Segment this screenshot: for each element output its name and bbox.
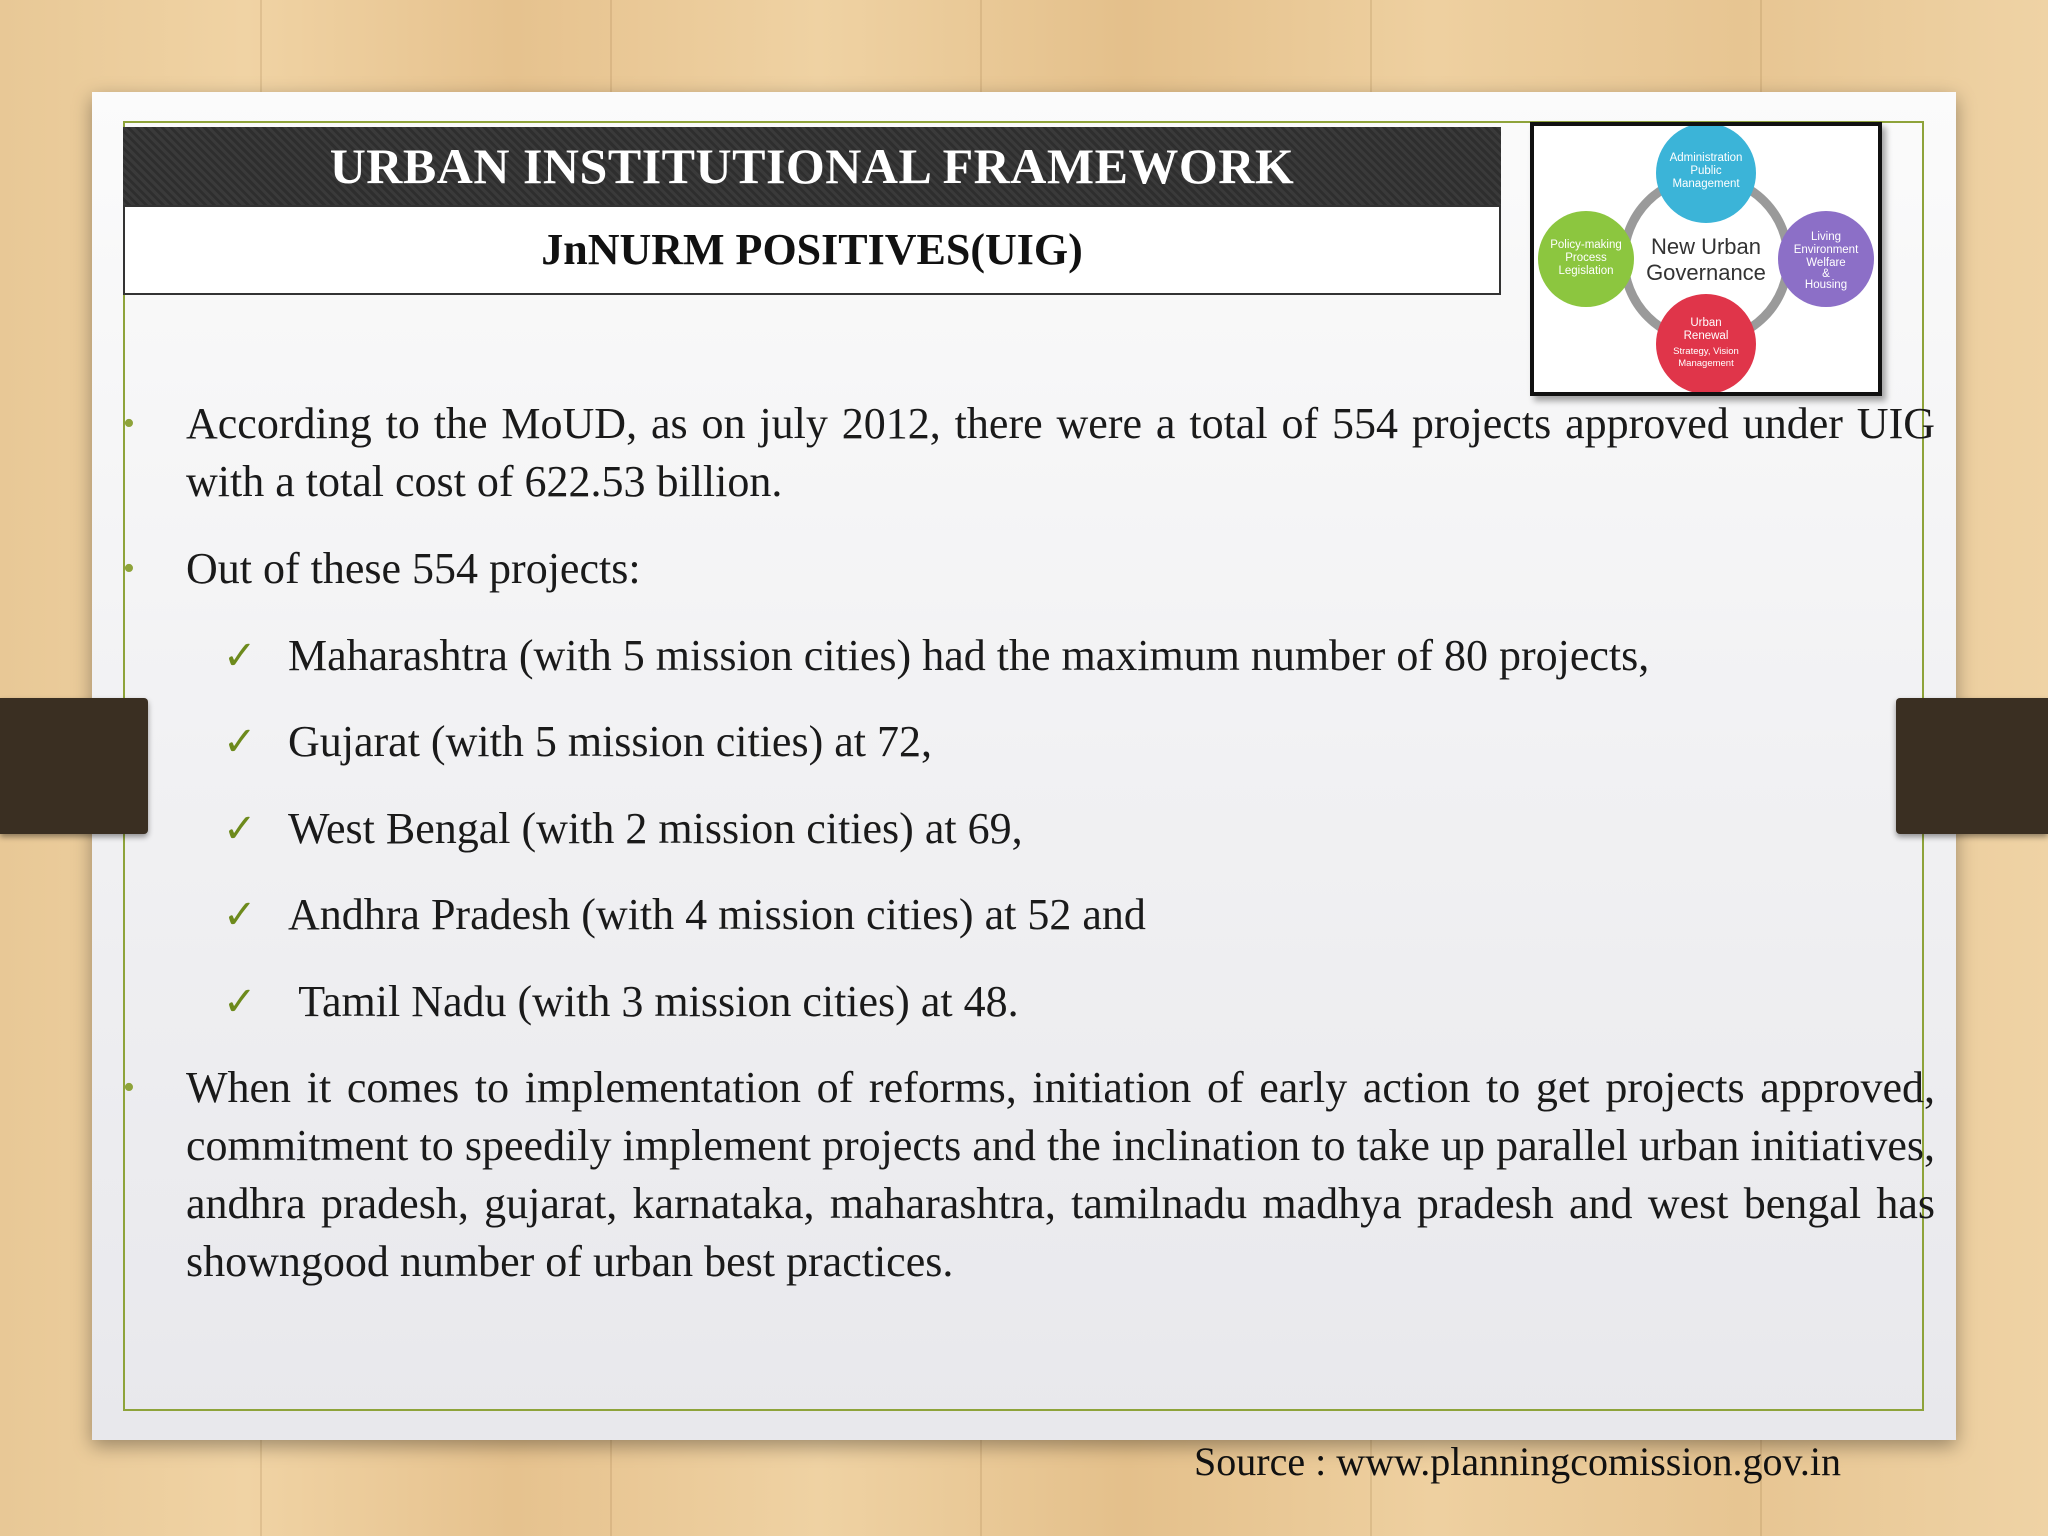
diagram-center-text: New Urban [1650, 234, 1762, 259]
bullet-text: When it comes to implementation of reforms, initiation of early action to get projects approved, commitment to speedily implement projects and the inclination to take up parallel urban initiatives, andhra pradesh, gujarat, karnataka, maharashtra, tamilnadu madhya pradesh and west bengal has showngood number of urban best practices. [186, 1063, 1935, 1286]
diagram-node-text: Renewal [1683, 330, 1729, 342]
diagram-node-text: Living [1810, 231, 1842, 243]
diagram-node-text: Environment [1793, 244, 1859, 256]
diagram-node-text: Strategy, Vision [1673, 346, 1739, 357]
source-citation: Source : www.planningcomission.gov.in [1194, 1439, 1841, 1484]
diagram-node-text: Public [1690, 165, 1722, 177]
slide-title: URBAN INSTITUTIONAL FRAMEWORK [123, 127, 1501, 205]
slide-subtitle: JnNURM POSITIVES(UIG) [123, 205, 1501, 295]
diagram-node-text: & [1822, 268, 1830, 280]
checkmark-icon: ✓ [223, 633, 257, 678]
bullet-dot-icon: • [123, 550, 135, 587]
checkmark-icon: ✓ [223, 806, 257, 851]
check-text: Tamil Nadu (with 3 mission cities) at 48. [288, 977, 1019, 1026]
checkmark-icon: ✓ [223, 979, 257, 1024]
diagram-node-living-environment [1778, 211, 1874, 307]
check-text: Andhra Pradesh (with 4 mission cities) at 52 and [288, 890, 1146, 939]
bullet-dot-icon: • [123, 1069, 135, 1106]
diagram-node-text: Management [1678, 358, 1734, 369]
check-text: Gujarat (with 5 mission cities) at 72, [288, 717, 932, 766]
checkmark-icon: ✓ [223, 719, 257, 764]
check-text: West Bengal (with 2 mission cities) at 69, [288, 804, 1023, 853]
check-text: Maharashtra (with 5 mission cities) had the maximum number of 80 projects, [288, 631, 1650, 680]
diagram-node-urban-renewal [1656, 294, 1756, 392]
diagram-node-administration [1656, 126, 1756, 223]
diagram-node-text: Legislation [1558, 265, 1614, 277]
binder-clip-right [1896, 698, 2048, 834]
diagram-node-text: Policy-making [1550, 239, 1622, 251]
diagram-node-text: Welfare [1806, 257, 1846, 269]
binder-clip-left [0, 698, 148, 834]
checkmark-icon: ✓ [223, 892, 257, 937]
bullet-text: According to the MoUD, as on july 2012, there were a total of 554 projects approved under UIG with a total cost of 622.53 billion. [186, 399, 1935, 506]
bullet-text: Out of these 554 projects: [186, 544, 641, 593]
diagram-node-text: Process [1565, 252, 1607, 264]
bullet-dot-icon: • [123, 405, 135, 442]
diagram-center-text: Governance [1646, 260, 1766, 285]
governance-diagram [1530, 122, 1882, 396]
diagram-node-text: Urban [1690, 317, 1722, 329]
diagram-node-policy-making [1538, 211, 1634, 307]
diagram-node-text: Administration [1669, 152, 1743, 164]
diagram-node-text: Management [1672, 178, 1740, 190]
diagram-node-text: Housing [1804, 279, 1848, 291]
